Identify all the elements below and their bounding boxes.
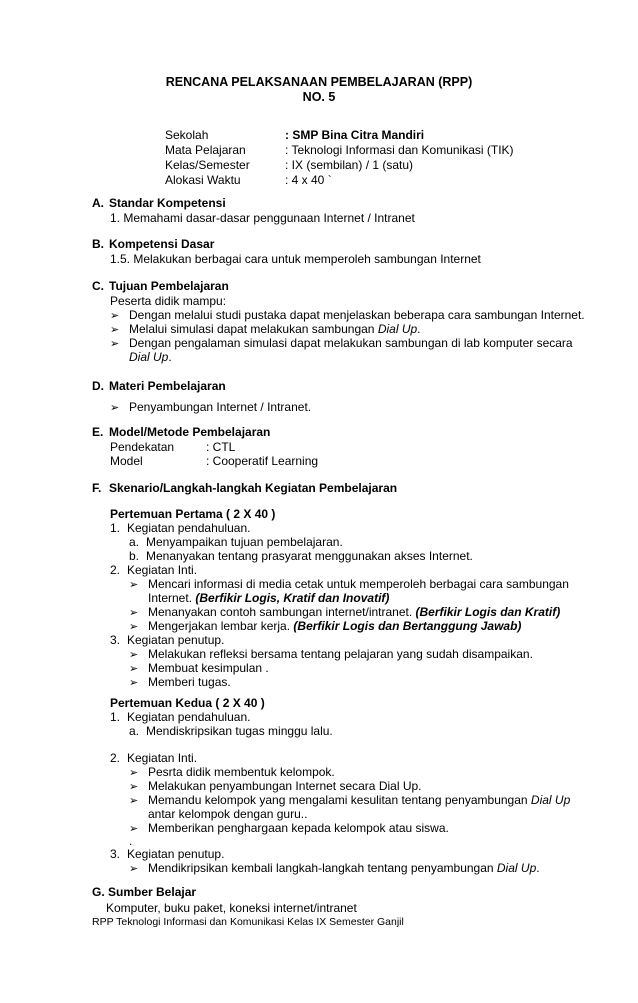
arrow-bullet-icon: ➢ (129, 663, 139, 675)
arrow-bullet-icon: ➢ (129, 767, 139, 779)
list-item: ➢ Mengerjakan lembar kerja. (Berfikir Logis dan Bertanggung Jawab) (129, 619, 522, 633)
list-item: ➢ Menanyakan contoh sambungan internet/intranet. (Berfikir Logis dan Kratif) (129, 605, 561, 619)
method-value: : Cooperatif Learning (206, 454, 319, 468)
identity-value: : Teknologi Informasi dan Komunikasi (TIK) (285, 143, 514, 157)
document-title: RENCANA PELAKSANAAN PEMBELAJARAN (RPP) (165, 75, 473, 89)
step-item: 3. Kegiatan penutup. (110, 847, 225, 861)
list-item: ➢ Mendikripsikan kembali langkah-langkah tentang penyambungan Dial Up. (129, 861, 540, 875)
arrow-bullet-icon: ➢ (129, 795, 139, 807)
section-c-heading: C. Tujuan Pembelajaran (92, 279, 229, 293)
list-item: ➢ Membuat kesimpulan . (129, 661, 269, 675)
identity-label: Sekolah (165, 128, 209, 142)
method-label: Pendekatan (110, 440, 175, 454)
list-item: ➢ Mencari informasi di media cetak untuk memperoleh berbagai cara sambungan (129, 577, 569, 591)
arrow-bullet-icon: ➢ (129, 823, 139, 835)
arrow-bullet-icon: ➢ (129, 621, 139, 633)
identity-value: : SMP Bina Citra Mandiri (285, 128, 425, 142)
arrow-bullet-icon: ➢ (110, 402, 120, 414)
section-g-item: Komputer, buku paket, koneksi internet/intranet (106, 901, 357, 915)
identity-label: Kelas/Semester (165, 158, 250, 172)
section-c-intro: Peserta didik mampu: (110, 294, 227, 308)
list-item: ➢ Melakukan penyambungan Internet secara Dial Up. (129, 779, 422, 793)
step-item: 3. Kegiatan penutup. (110, 633, 225, 647)
document-number: NO. 5 (302, 90, 336, 104)
list-item: ➢ Memberi tugas. (129, 675, 231, 689)
list-item-continuation: Dial Up. (129, 350, 172, 364)
substep-item: b. Menanyakan tentang prasyarat menggunakan akses Internet. (129, 549, 473, 563)
section-a-heading: A. Standar Kompetensi (92, 196, 226, 210)
page-footer: RPP Teknologi Informasi dan Komunikasi Kelas IX Semester Ganjil (92, 916, 404, 928)
meeting-2-title: Pertemuan Kedua ( 2 X 40 ) (110, 696, 265, 710)
arrow-bullet-icon: ➢ (129, 677, 139, 689)
arrow-bullet-icon: ➢ (129, 607, 139, 619)
section-f-heading: F. Skenario/Langkah-langkah Kegiatan Pembelajaran (92, 481, 398, 495)
arrow-bullet-icon: ➢ (110, 338, 120, 350)
method-label: Model (110, 454, 143, 468)
step-item: 2. Kegiatan Inti. (110, 751, 198, 765)
identity-label: Alokasi Waktu (165, 173, 241, 187)
arrow-bullet-icon: ➢ (129, 579, 139, 591)
list-item: ➢ Melakukan refleksi bersama tentang pelajaran yang sudah disampaikan. (129, 647, 533, 661)
list-item: ➢ Dengan melalui studi pustaka dapat menjelaskan beberapa cara sambungan Internet. (110, 308, 585, 322)
method-value: : CTL (206, 440, 236, 454)
arrow-bullet-icon: ➢ (129, 781, 139, 793)
section-b-item: 1.5. Melakukan berbagai cara untuk memperoleh sambungan Internet (110, 252, 481, 266)
list-item: ➢ Memberikan penghargaan kepada kelompok atau siswa. (129, 821, 449, 835)
substep-item: a. Mendiskripsikan tugas minggu lalu. (129, 724, 333, 738)
identity-value: : IX (sembilan) / 1 (satu) (285, 158, 414, 172)
arrow-bullet-icon: ➢ (129, 649, 139, 661)
list-item: ➢ Melalui simulasi dapat melakukan sambungan Dial Up. (110, 322, 421, 336)
arrow-bullet-icon: ➢ (110, 310, 120, 322)
identity-value: : 4 x 40 ` (285, 173, 332, 187)
arrow-bullet-icon: ➢ (129, 863, 139, 875)
step-item: 1. Kegiatan pendahuluan. (110, 521, 251, 535)
section-a-item: 1. Memahami dasar-dasar penggunaan Internet / Intranet (110, 211, 415, 225)
identity-label: Mata Pelajaran (165, 143, 246, 157)
arrow-bullet-icon: ➢ (110, 324, 120, 336)
meeting-1-title: Pertemuan Pertama ( 2 X 40 ) (110, 507, 276, 521)
list-item-continuation: antar kelompok dengan guru.. (148, 807, 308, 821)
list-item-continuation: Internet. (Berfikir Logis, Kratif dan Inovatif) (148, 591, 390, 605)
section-b-heading: B. Kompetensi Dasar (92, 237, 215, 251)
list-item: ➢ Memandu kelompok yang mengalami kesulitan tentang penyambungan Dial Up (129, 793, 571, 807)
list-item: ➢ Pesrta didik membentuk kelompok. (129, 765, 335, 779)
list-item: ➢ Dengan pengalaman simulasi dapat melakukan sambungan di lab komputer secara (110, 336, 573, 350)
section-d-heading: D. Materi Pembelajaran (92, 379, 226, 393)
section-e-heading: E. Model/Metode Pembelajaran (92, 425, 271, 439)
substep-item: a. Menyampaikan tujuan pembelajaran. (129, 535, 343, 549)
step-item: 1. Kegiatan pendahuluan. (110, 710, 251, 724)
section-g-heading: G. Sumber Belajar (92, 885, 197, 899)
step-item: 2. Kegiatan Inti. (110, 563, 198, 577)
stray-dot: . (129, 834, 133, 848)
list-item: ➢ Penyambungan Internet / Intranet. (110, 400, 312, 414)
